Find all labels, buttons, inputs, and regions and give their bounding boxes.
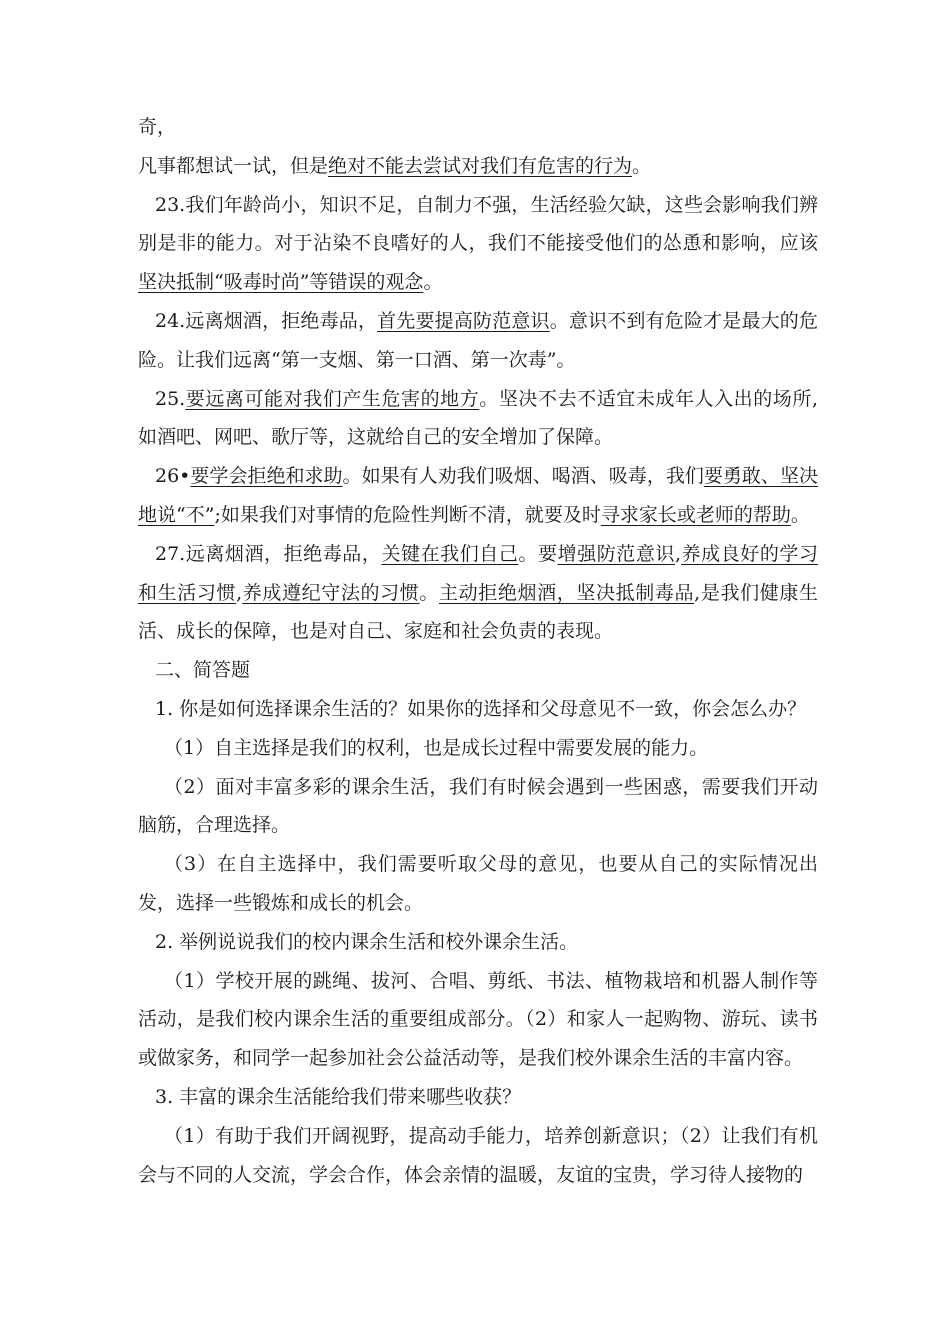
key-point: 要勇敢、坚决地说“不” xyxy=(138,465,818,526)
key-point: 养成遵纪守法的习惯 xyxy=(242,581,420,604)
key-point: 增强防范意识 xyxy=(557,542,675,565)
document-body xyxy=(138,108,818,1194)
paragraph-22-end: 凡事都想试一试，但是绝对不能去尝试对我们有危害的行为。 xyxy=(138,154,652,177)
paragraph-25: 25.要远离可能对我们产生危害的地方。坚决不去不适宜未成年人入出的场所,如酒吧、网吧、歌厅等，这就给自己的安全增加了保障。 xyxy=(138,387,818,449)
answer-1-item-1: （1）自主选择是我们的权利，也是成长过程中需要发展的能力。 xyxy=(164,736,709,759)
paragraph-continuation: 奇， xyxy=(138,116,177,138)
key-point: 首先要提高防范意识 xyxy=(377,309,550,332)
answer-2: （1）学校开展的跳绳、拔河、合唱、剪纸、书法、植物栽培和机器人制作等活动，是我们校内课余生活的重要组成部分。（2）和家人一起购物、游玩、读书或做家务，和同学一起参加社会公益活动等，是我们校外课余生活的丰富内容。 xyxy=(138,969,818,1070)
answer-3: （1）有助于我们开阔视野，提高动手能力，培养创新意识；（2）让我们有机会与不同的人交流，学会合作，体会亲情的温暖，友谊的宝贵，学习待人接物的 xyxy=(138,1124,818,1186)
question-3: 3. 丰富的课余生活能给我们带来哪些收获？ xyxy=(155,1085,522,1108)
answer-1-item-3: （3）在自主选择中，我们需要听取父母的意见，也要从自己的实际情况出发，选择一些锻炼和成长的机会。 xyxy=(138,853,818,914)
section-heading: 二、简答题 xyxy=(155,659,251,682)
key-point: 坚决抵制“吸毒时尚”等错误的观念 xyxy=(138,271,424,294)
key-point: 寻求家长或老师的帮助 xyxy=(600,503,791,526)
paragraph-27: 27.远离烟酒，拒绝毒品，关键在我们自己。要增强防范意识,养成良好的学习和生活习惯,养成遵纪守法的习惯。主动拒绝烟酒，坚决抵制毒品,是我们健康生活、成长的保障，也是对自己、家庭和社会负责的表现。 xyxy=(138,542,818,643)
paragraph-24: 24.远离烟酒，拒绝毒品，首先要提高防范意识。意识不到有危险才是最大的危险。让我们远离“第一支烟、第一口酒、第一次毒”。 xyxy=(138,309,818,371)
key-point: 绝对不能去尝试对我们有危害的行为 xyxy=(328,154,633,177)
key-point: 关键在我们自己 xyxy=(381,542,519,565)
answer-1-item-2: （2）面对丰富多彩的课余生活，我们有时候会遇到一些困惑，需要我们开动脑筋，合理选择。 xyxy=(138,775,818,837)
question-1: 1. 你是如何选择课余生活的？如果你的选择和父母意见不一致，你会怎么办？ xyxy=(155,697,807,720)
key-point: 主动拒绝烟酒，坚决抵制毒品 xyxy=(439,581,695,604)
key-point: 要远离可能对我们产生危害的地方 xyxy=(185,387,480,410)
paragraph-26: 26•要学会拒绝和求助。如果有人劝我们吸烟、喝酒、吸毒，我们要勇敢、坚决地说“不”;如果我们对事情的危险性判断不清，就要及时寻求家长或老师的帮助。 xyxy=(138,465,818,526)
question-2: 2. 举例说说我们的校内课余生活和校外课余生活。 xyxy=(155,930,579,953)
key-point: 要学会拒绝和求助 xyxy=(190,465,343,488)
paragraph-23: 23.我们年龄尚小，知识不足，自制力不强，生活经验欠缺，这些会影响我们辨别是非的能力。对于沾染不良嗜好的人，我们不能接受他们的怂恿和影响，应该坚决抵制“吸毒时尚”等错误的观念。 xyxy=(138,193,818,294)
key-point: 养成良好的学习和生活习惯 xyxy=(138,542,818,604)
